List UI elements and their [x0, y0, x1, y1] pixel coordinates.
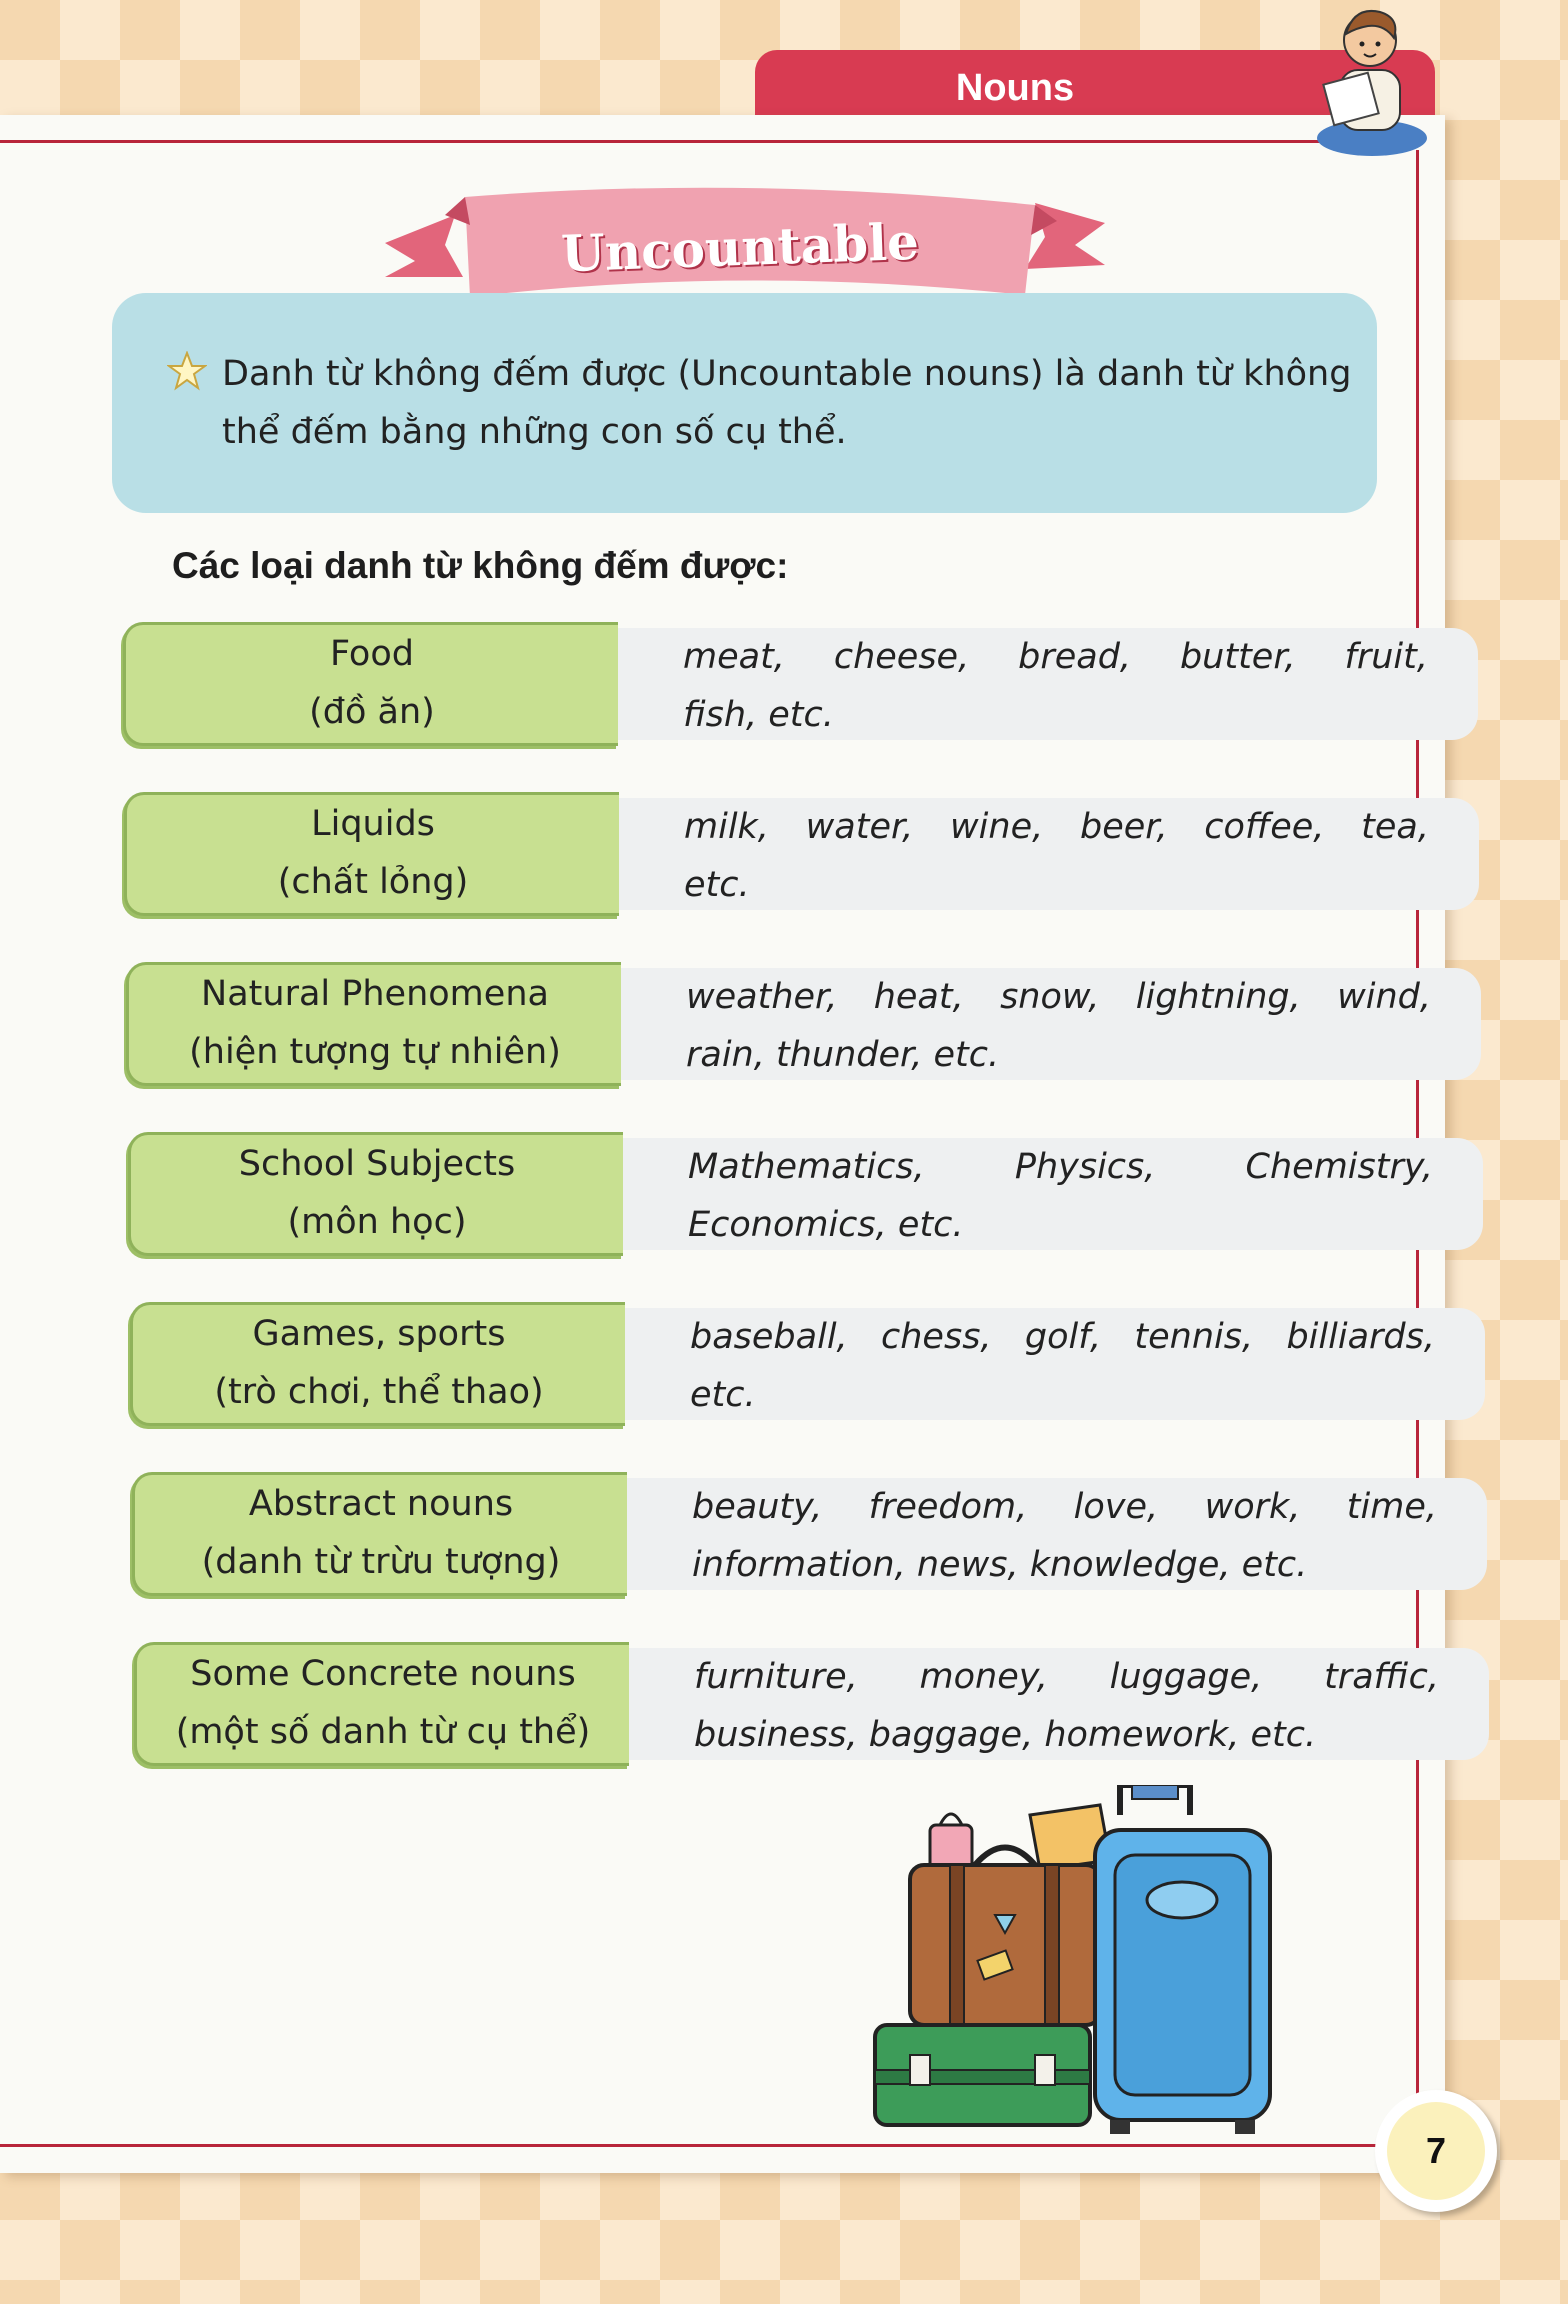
- examples-cell: [621, 968, 1481, 1080]
- examples-line-1: baseball, chess, golf, tennis, billiards,: [690, 1317, 1435, 1357]
- category-cell: [132, 1472, 627, 1596]
- examples-line-2: information, news, knowledge, etc.: [692, 1545, 1308, 1585]
- examples-line-2: rain, thunder, etc.: [686, 1035, 1000, 1075]
- category-translation: (trò chơi, thể thao): [214, 1372, 544, 1412]
- examples-line-1: weather, heat, snow, lightning, wind,: [686, 977, 1431, 1017]
- category-label: Natural Phenomena: [201, 974, 549, 1014]
- frame-line-top: [0, 140, 1420, 143]
- examples-line-1: Mathematics, Physics, Chemistry,: [688, 1147, 1433, 1187]
- category-cell: [134, 1642, 629, 1766]
- category-translation: (danh từ trừu tượng): [201, 1542, 561, 1582]
- examples-line-2: etc.: [684, 865, 750, 905]
- examples-line-2: etc.: [690, 1375, 756, 1415]
- luggage-illustration: [870, 1785, 1290, 2140]
- examples-line-2: business, baggage, homework, etc.: [694, 1715, 1317, 1755]
- definition-text: [222, 345, 1362, 461]
- category-label: Some Concrete nouns: [190, 1654, 576, 1694]
- category-translation: (môn học): [287, 1202, 467, 1242]
- page-number-badge: [1375, 2090, 1497, 2212]
- category-label: Games, sports: [252, 1314, 506, 1354]
- examples-cell: [627, 1478, 1487, 1590]
- examples-line-1: furniture, money, luggage, traffic,: [694, 1657, 1439, 1697]
- definition-box: [112, 293, 1377, 513]
- page-number: 7: [1387, 2102, 1485, 2200]
- category-label: School Subjects: [238, 1144, 516, 1184]
- category-cell: [124, 792, 619, 916]
- category-label: Food: [330, 634, 414, 674]
- category-cell: [123, 622, 618, 746]
- examples-line-2: fish, etc.: [683, 695, 834, 735]
- types-heading: Các loại danh từ không đếm được:: [172, 545, 789, 586]
- page-title: Uncountable: [560, 211, 920, 284]
- category-cell: [128, 1132, 623, 1256]
- reading-boy-illustration: [1310, 0, 1440, 160]
- category-label: Abstract nouns: [248, 1484, 514, 1524]
- examples-line-1: meat, cheese, bread, butter, fruit,: [683, 637, 1428, 677]
- examples-line-1: milk, water, wine, beer, coffee, tea,: [684, 807, 1429, 847]
- examples-cell: [623, 1138, 1483, 1250]
- examples-cell: [619, 798, 1479, 910]
- examples-line-2: Economics, etc.: [688, 1205, 964, 1245]
- star-icon: [167, 351, 207, 391]
- examples-cell: [618, 628, 1478, 740]
- category-cell: [130, 1302, 625, 1426]
- definition-line-1: Danh từ không đếm được (Uncountable nouns) là danh từ không: [222, 354, 1352, 394]
- section-tab-label: Nouns: [955, 67, 1075, 109]
- category-cell: [126, 962, 621, 1086]
- category-translation: (một số danh từ cụ thể): [175, 1712, 591, 1752]
- category-translation: (chất lỏng): [277, 862, 469, 902]
- definition-line-2: thể đếm bằng những con số cụ thể.: [222, 412, 847, 452]
- examples-cell: [625, 1308, 1485, 1420]
- examples-cell: [629, 1648, 1489, 1760]
- category-translation: (đồ ăn): [309, 692, 435, 732]
- category-translation: (hiện tượng tự nhiên): [189, 1032, 561, 1072]
- category-label: Liquids: [311, 804, 435, 844]
- frame-line-bottom: [0, 2144, 1380, 2147]
- examples-line-1: beauty, freedom, love, work, time,: [692, 1487, 1437, 1527]
